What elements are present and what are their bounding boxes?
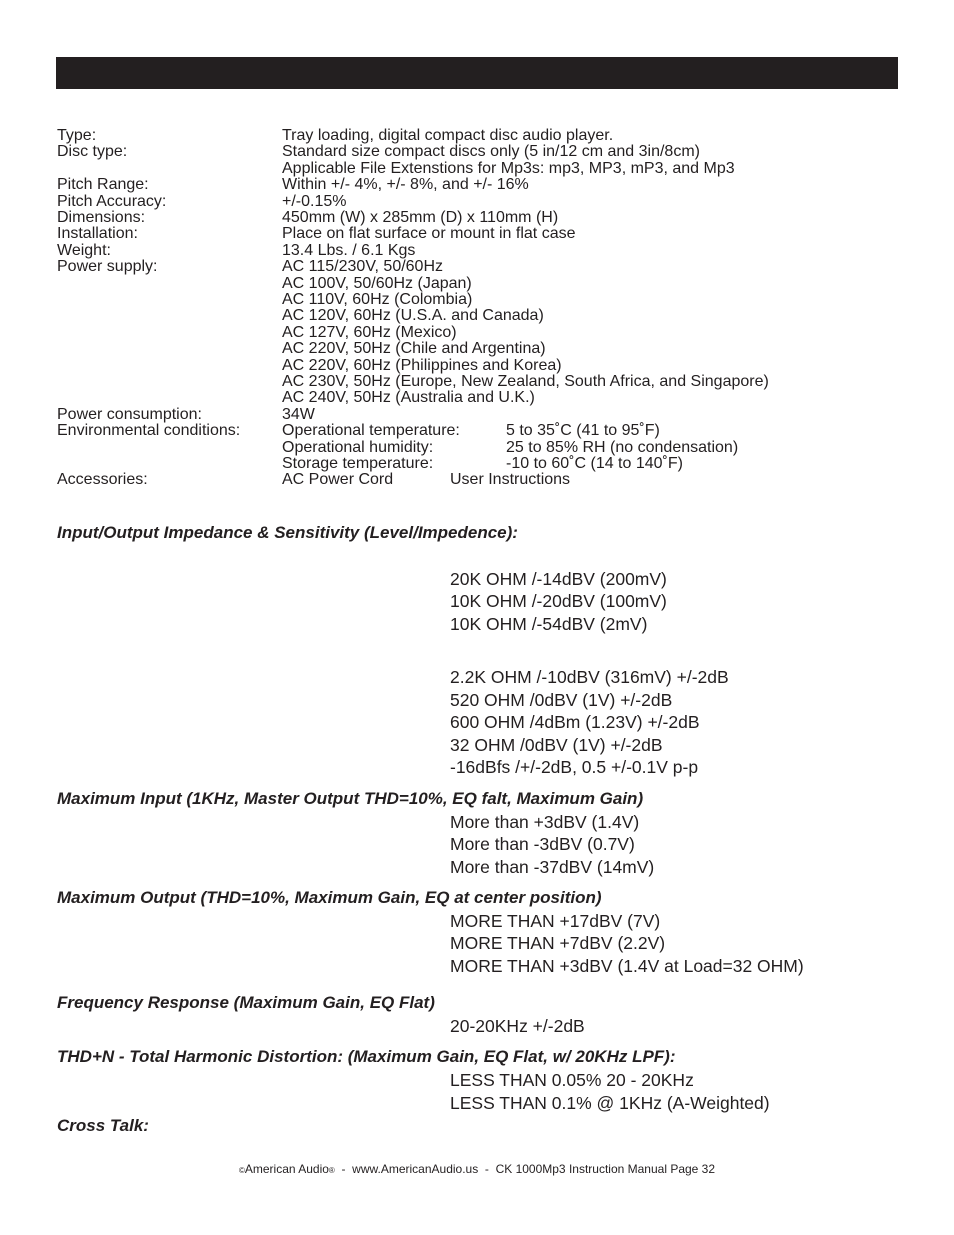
env-key: Operational temperature: [282, 422, 460, 440]
spec-row-pitch-accuracy [57, 194, 857, 210]
footer-brand: American Audio [244, 1162, 329, 1176]
spec-row-type [57, 128, 857, 144]
input-value: 10K OHM /-20dBV (100mV) [450, 591, 667, 611]
page-footer [0, 1162, 954, 1176]
spec-label: Disc type: [57, 143, 128, 161]
output-value: 32 OHM /0dBV (1V) +/-2dB [450, 735, 663, 755]
env-value: 25 to 85% RH (no condensation) [506, 438, 739, 456]
section-header-bar [56, 57, 898, 89]
spec-row-power-consumption [57, 407, 857, 423]
input-value: 20K OHM /-14dBV (200mV) [450, 569, 667, 589]
spec-value-line: AC 100V, 50/60Hz (Japan) [282, 274, 472, 292]
max-input-value: More than +3dBV (1.4V) [450, 812, 640, 832]
footer-separator: - [334, 1162, 353, 1176]
env-value: 5 to 35˚C (41 to 95˚F) [506, 422, 660, 440]
footer-url: www.AmericanAudio.us [352, 1162, 479, 1176]
spec-row-installation [57, 226, 857, 242]
thd-value: LESS THAN 0.1% @ 1KHz (A-Weighted) [450, 1093, 770, 1113]
env-value: -10 to 60˚C (14 to 140˚F) [506, 454, 683, 472]
env-key: Operational humidity: [282, 438, 434, 456]
output-value: 2.2K OHM /-10dBV (316mV) +/-2dB [450, 667, 729, 687]
footer-separator: - [478, 1162, 496, 1176]
spec-value: Place on flat surface or mount in flat case [282, 225, 576, 243]
spec-value: 13.4 Lbs. / 6.1 Kgs [282, 241, 416, 259]
output-value: 520 OHM /0dBV (1V) +/-2dB [450, 690, 673, 710]
spec-value-line: AC 120V, 60Hz (U.S.A. and Canada) [282, 307, 544, 325]
output-value: -16dBfs /+/-2dB, 0.5 +/-0.1V p-p [450, 757, 699, 777]
spec-row-weight [57, 243, 857, 259]
max-output-value: MORE THAN +3dBV (1.4V at Load=32 OHM) [450, 956, 804, 976]
accessory-item: AC Power Cord [282, 471, 394, 489]
input-value: 10K OHM /-54dBV (2mV) [450, 614, 648, 634]
spec-label: Installation: [57, 225, 138, 243]
max-input-heading: Maximum Input (1KHz, Master Output THD=10%, EQ falt, Maximum Gain) [57, 789, 644, 808]
spec-value-line: AC 115/230V, 50/60Hz [282, 258, 444, 276]
impedance-heading: Input/Output Impedance & Sensitivity (Level/Impedence): [57, 523, 518, 542]
cross-talk-heading: Cross Talk: [57, 1116, 149, 1135]
spec-value-line: AC 230V, 50Hz (Europe, New Zealand, South Africa, and Singapore) [282, 372, 769, 390]
spec-value: +/-0.15% [282, 192, 347, 210]
spec-value-line: AC 240V, 50Hz (Australia and U.K.) [282, 389, 535, 407]
spec-value: Within +/- 4%, +/- 8%, and +/- 16% [282, 176, 529, 194]
spec-row-accessories [57, 472, 857, 488]
spec-value-line: AC 110V, 60Hz (Colombia) [282, 291, 473, 308]
max-output-value: MORE THAN +7dBV (2.2V) [450, 933, 666, 953]
env-row [282, 456, 857, 472]
frequency-response-heading: Frequency Response (Maximum Gain, EQ Flat) [57, 993, 435, 1012]
copyright-symbol: © [238, 1166, 245, 1175]
spec-value-line: AC 127V, 60Hz (Mexico) [282, 323, 457, 341]
max-input-value: More than -3dBV (0.7V) [450, 834, 635, 854]
specifications-list [57, 128, 857, 489]
spec-label: Dimensions: [57, 209, 146, 226]
spec-value-line: Applicable File Extenstions for Mp3s: mp3, MP3, mP3, and Mp3 [282, 159, 735, 177]
spec-value-line: AC 220V, 50Hz (Chile and Argentina) [282, 340, 546, 358]
spec-label: Accessories: [57, 471, 148, 489]
spec-value: Tray loading, digital compact disc audio player. [282, 127, 614, 144]
output-value: 600 OHM /4dBm (1.23V) +/-2dB [450, 712, 700, 732]
max-input-value: More than -37dBV (14mV) [450, 857, 655, 877]
spec-label: Power supply: [57, 258, 158, 276]
thd-heading: THD+N - Total Harmonic Distortion: (Maximum Gain, EQ Flat, w/ 20KHz LPF): [57, 1047, 676, 1066]
spec-row-dimensions [57, 210, 857, 226]
spec-value-line: Standard size compact discs only (5 in/12 cm and 3in/8cm) [282, 143, 700, 161]
env-row [282, 440, 857, 456]
spec-row-power-supply [57, 259, 857, 407]
footer-manual-page: CK 1000Mp3 Instruction Manual Page 32 [495, 1162, 716, 1176]
spec-row-pitch-range [57, 177, 857, 193]
spec-label: Power consumption: [57, 405, 202, 423]
spec-row-disc-type [57, 144, 857, 177]
spec-label: Pitch Accuracy: [57, 192, 167, 210]
spec-label: Pitch Range: [57, 176, 149, 194]
max-output-value: MORE THAN +17dBV (7V) [450, 911, 661, 931]
thd-value: LESS THAN 0.05% 20 - 20KHz [450, 1070, 694, 1090]
spec-row-environmental [57, 423, 857, 472]
env-key: Storage temperature: [282, 454, 434, 472]
spec-label: Weight: [57, 241, 111, 259]
accessory-item: User Instructions [450, 471, 571, 489]
spec-value: 450mm (W) x 285mm (D) x 110mm (H) [282, 209, 559, 226]
spec-value: 34W [282, 405, 315, 423]
spec-label: Environmental conditions: [57, 422, 241, 440]
env-row [282, 423, 857, 439]
max-output-heading: Maximum Output (THD=10%, Maximum Gain, EQ at center position) [57, 888, 602, 907]
registered-symbol: ® [328, 1166, 335, 1175]
frequency-response-value: 20-20KHz +/-2dB [450, 1016, 585, 1036]
spec-value-line: AC 220V, 60Hz (Philippines and Korea) [282, 356, 562, 374]
spec-label: Type: [57, 127, 97, 144]
